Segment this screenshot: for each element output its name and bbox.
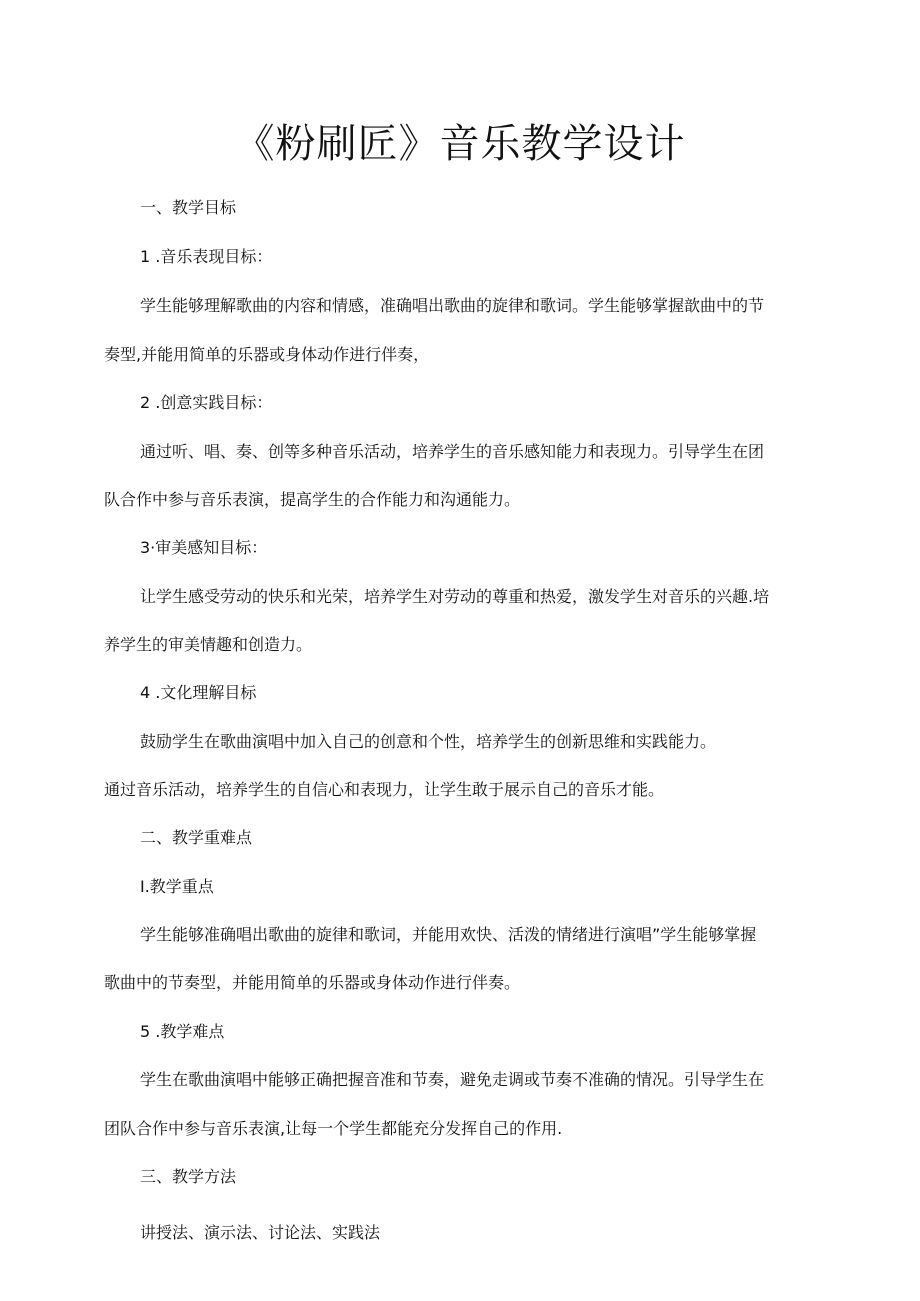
paragraph-line: 让学生感受劳动的快乐和光荣，培养学生对劳动的尊重和热爱，激发学生对音乐的兴趣.培 bbox=[140, 587, 770, 606]
paragraph-line: 通过音乐活动，培养学生的自信心和表现力，让学生敢于展示自己的音乐才能。 bbox=[104, 780, 665, 799]
paragraph-line: 学生在歌曲演唱中能够正确把握音准和节奏，避免走调或节奏不准确的情况。引导学生在 bbox=[140, 1070, 765, 1089]
paragraph-line: 歌曲中的节奏型，并能用简单的乐器或身体动作进行伴奏。 bbox=[104, 973, 521, 992]
paragraph-line: 讲授法、演示法、讨论法、实践法 bbox=[140, 1223, 381, 1242]
paragraph-line: 学生能够准确唱出歌曲的旋律和歌词，并能用欢快、活泼的情绪进行演唱”学生能够掌握 bbox=[140, 925, 757, 944]
section-heading-key-difficult-points: 二、教学重难点 bbox=[140, 828, 253, 847]
paragraph-line: 奏型,并能用简单的乐器或身体动作进行伴奏， bbox=[104, 345, 430, 364]
document-title: 《粉刷匠》音乐教学设计 bbox=[234, 121, 686, 167]
subheading-music-performance: 1 .音乐表现目标： bbox=[140, 247, 273, 266]
paragraph-line: 鼓励学生在歌曲演唱中加入自己的创意和个性，培养学生的创新思维和实践能力。 bbox=[140, 732, 717, 751]
subheading-creative-practice: 2 .创意实践目标： bbox=[140, 393, 273, 412]
section-heading-teaching-methods: 三、教学方法 bbox=[140, 1167, 237, 1186]
paragraph-line: 养学生的审美情趣和创造力。 bbox=[104, 635, 313, 654]
subheading-aesthetic-perception: 3·审美感知目标： bbox=[140, 538, 268, 557]
paragraph-line: 队合作中参与音乐表演，提高学生的合作能力和沟通能力。 bbox=[104, 490, 521, 509]
paragraph-line: 团队合作中参与音乐表演,让每一个学生都能充分发挥自己的作用. bbox=[104, 1119, 563, 1138]
section-heading-objectives: 一、教学目标 bbox=[140, 198, 237, 217]
subheading-cultural-understanding: 4 .文化理解目标 bbox=[140, 683, 257, 702]
paragraph-line: 学生能够理解歌曲的内容和情感，准确唱出歌曲的旋律和歌词。学生能够掌握歆曲中的节 bbox=[140, 296, 765, 315]
subheading-teaching-difficulty: 5 .教学难点 bbox=[140, 1022, 225, 1041]
subheading-teaching-focus: I.教学重点 bbox=[140, 877, 214, 896]
paragraph-line: 通过听、唱、奏、创等多种音乐活动，培养学生的音乐感知能力和表现力。引导学生在团 bbox=[140, 442, 765, 461]
